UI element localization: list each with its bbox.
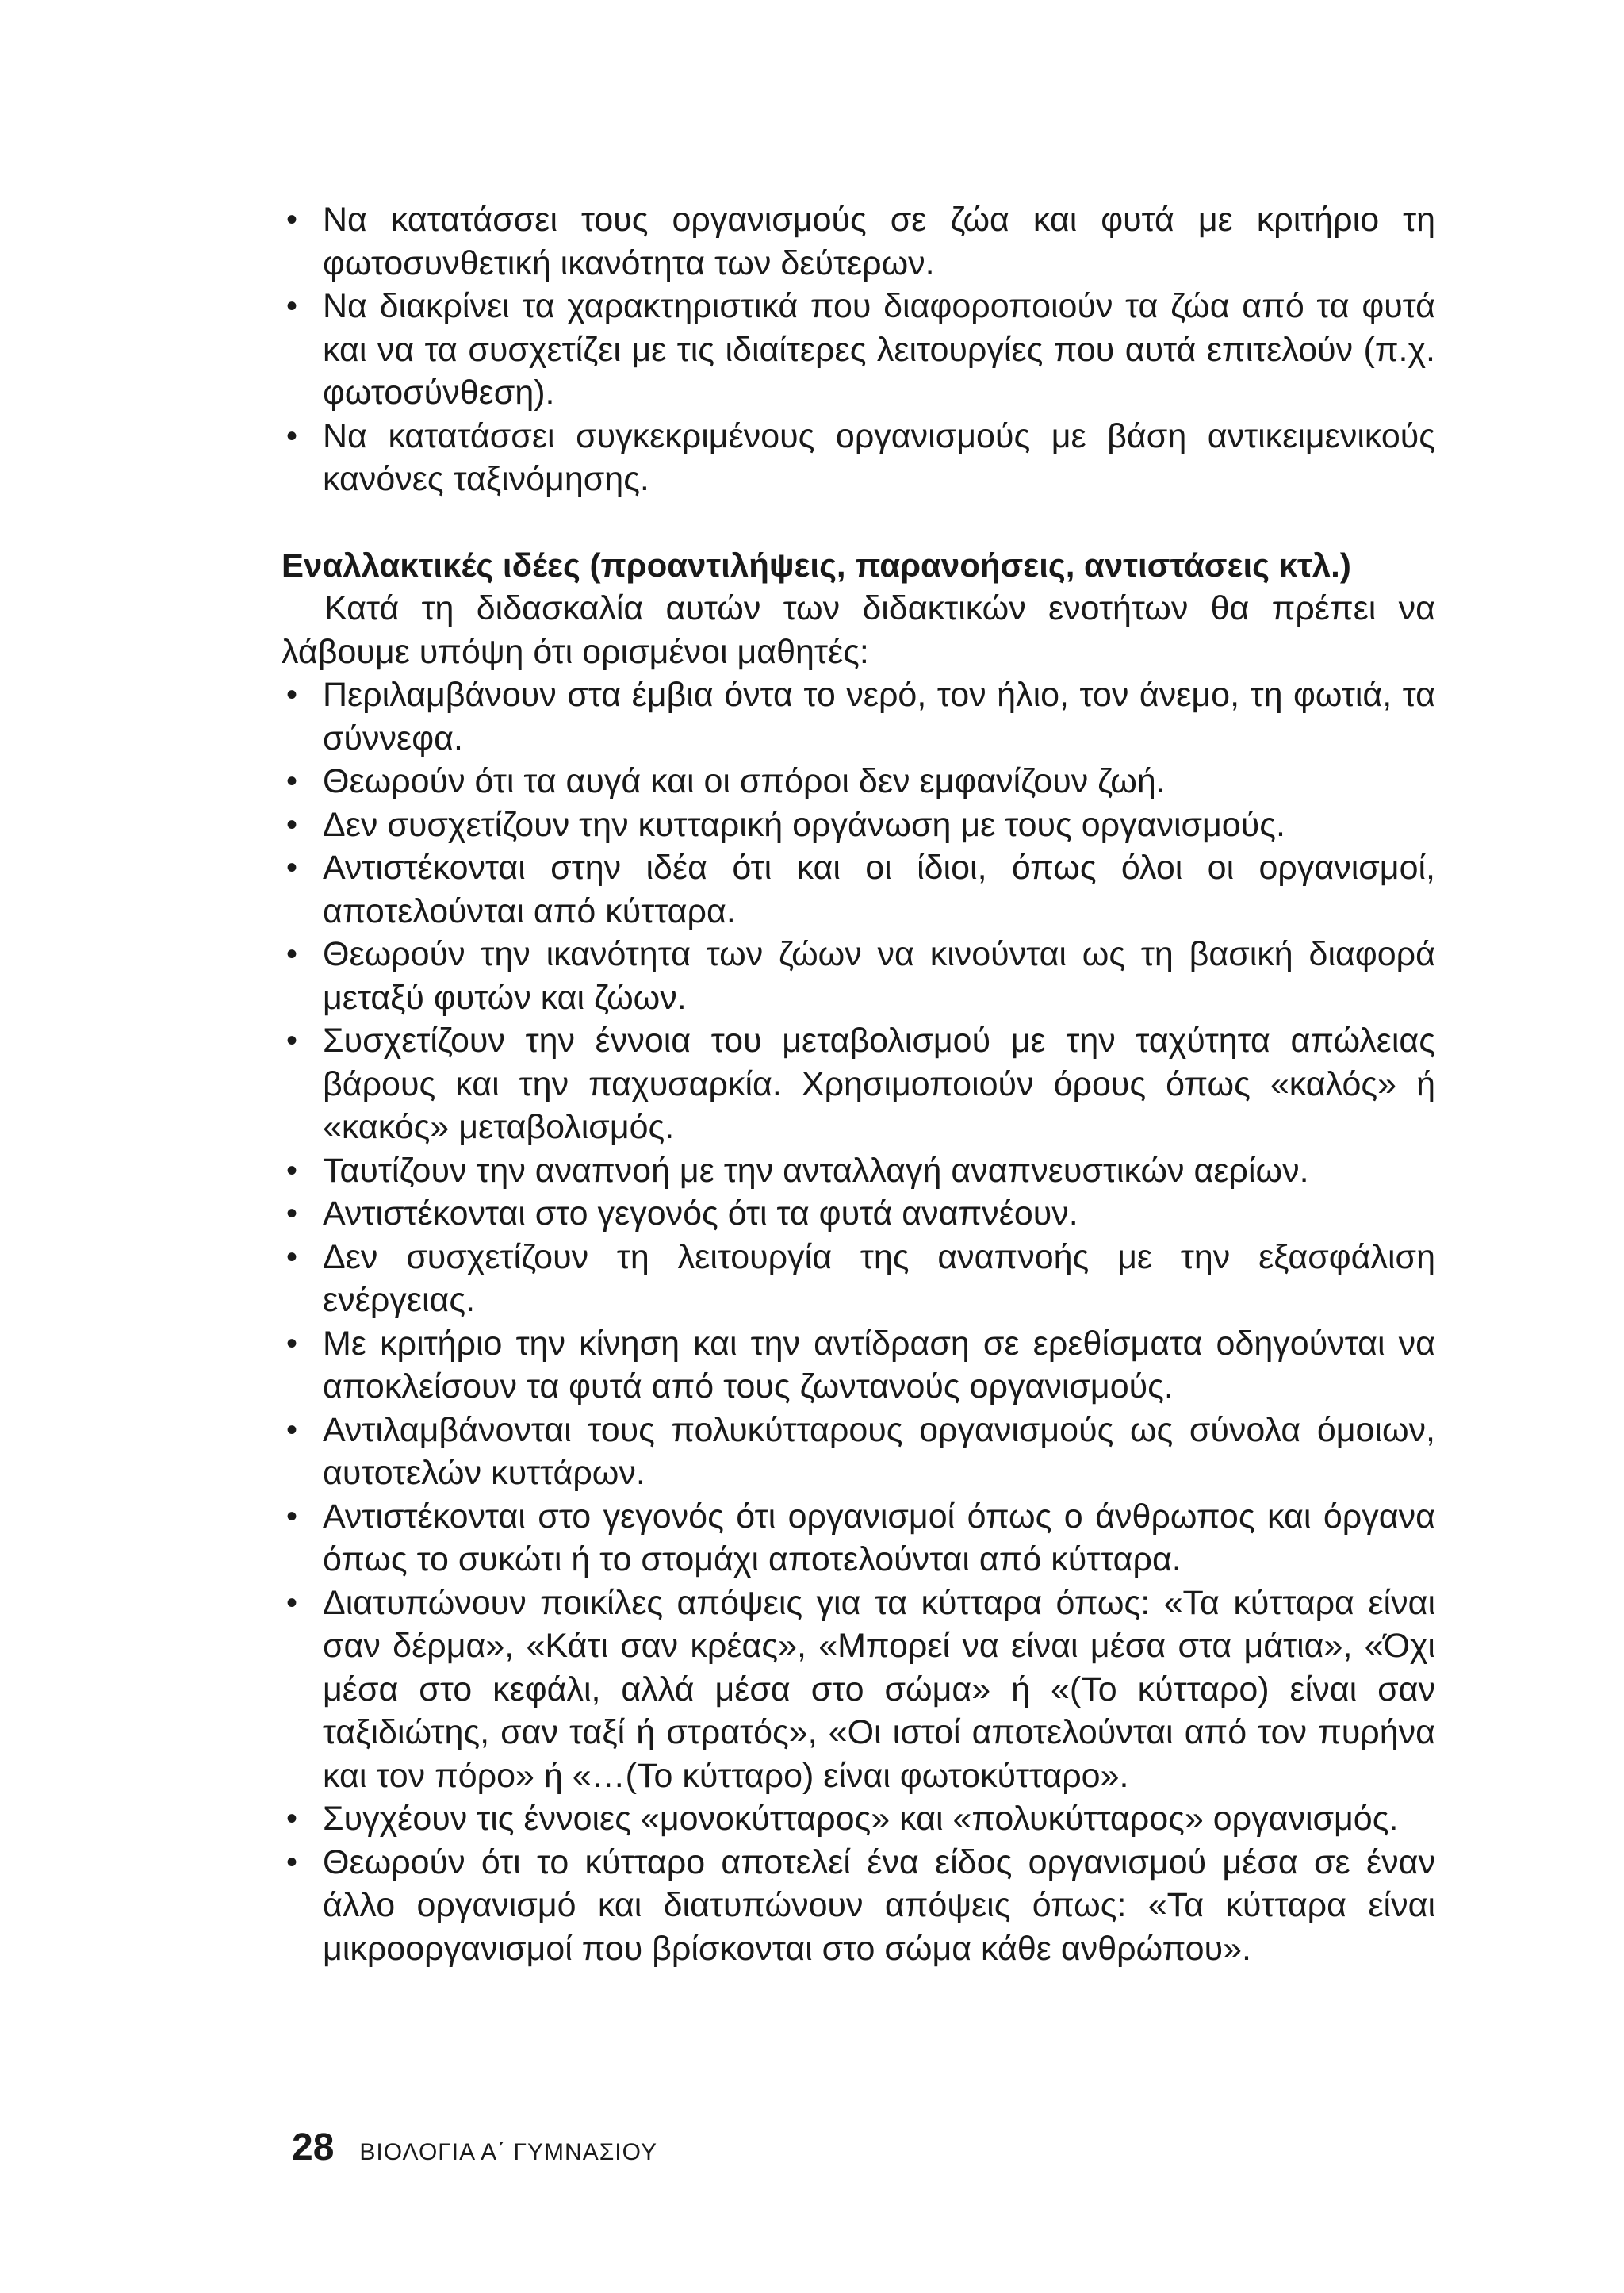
misconception-text: Διατυπώνουν ποικίλες απόψεις για τα κύτταρα όπως: «Τα κύτταρα είναι σαν δέρμα», «Κάτι σαν κρέας», «Μπορεί να είναι μέσα στα μάτια», «Όχι μέσα στο κεφάλι, αλλά μέσα στο σώμα» ή «(Το κύτταρο) είναι σαν ταξιδιώτης, σαν ταξί ή στρατός», «Οι ιστοί αποτελούνται από τον πυρήνα και τον πόρο» ή «…(Το κύτταρο) είναι φωτοκύτταρο».: [323, 1583, 1435, 1795]
intro-paragraph: Κατά τη διδασκαλία αυτών των διδακτικών ενοτήτων θα πρέπει να λάβουμε υπόψη ότι ορισμένοι μαθητές:: [282, 589, 1435, 671]
misconception-text: Δεν συσχετίζουν την κυτταρική οργάνωση με τους οργανισμούς.: [323, 805, 1285, 844]
objective-text: Να κατατάσσει τους οργανισμούς σε ζώα και φυτά με κριτήριο τη φωτοσυνθετική ικανότητα των δεύτερων.: [323, 201, 1435, 282]
misconception-text: Συσχετίζουν την έννοια του μεταβολισμού με την ταχύτητα απώλειας βάρους και την παχυσαρκία. Χρησιμοποιούν όρους όπως «καλός» ή «κακός» μεταβολισμός.: [323, 1022, 1435, 1146]
bullet-icon: •: [286, 937, 298, 972]
page-number: 28: [292, 2126, 335, 2168]
list-item: [282, 1495, 1435, 1582]
misconception-text: Αντιλαμβάνονται τους πολυκύτταρους οργανισμούς ως σύνολα όμοιων, αυτοτελών κυττάρων.: [323, 1410, 1435, 1492]
objective-text: Να κατατάσσει συγκεκριμένους οργανισμούς με βάση αντικειμενικούς κανόνες ταξινόμησης.: [323, 416, 1435, 498]
misconception-text: Αντιστέκονται στην ιδέα ότι και οι ίδιοι, όπως όλοι οι οργανισμοί, αποτελούνται από κύτταρα.: [323, 849, 1435, 930]
page-footer: [292, 2126, 657, 2169]
list-item: [282, 1841, 1435, 1971]
list-item: [282, 1192, 1435, 1236]
bullet-icon: •: [286, 1239, 298, 1275]
list-item: [282, 285, 1435, 415]
bullet-icon: •: [286, 677, 298, 712]
bullet-icon: •: [286, 850, 298, 885]
list-item: [282, 1322, 1435, 1409]
misconception-text: Περιλαμβάνουν στα έμβια όντα το νερό, τον ήλιο, τον άνεμο, τη φωτιά, τα σύννεφα.: [323, 676, 1435, 757]
misconception-text: Θεωρούν ότι το κύτταρο αποτελεί ένα είδος οργανισμού μέσα σε έναν άλλο οργανισμό και διατυπώνουν απόψεις όπως: «Τα κύτταρα είναι μικροοργανισμοί που βρίσκονται στο σώμα κάθε ανθρώπου».: [323, 1842, 1435, 1968]
list-item: [282, 803, 1435, 847]
bullet-icon: •: [286, 202, 298, 237]
list-item: [282, 933, 1435, 1019]
bullet-icon: •: [286, 1844, 298, 1880]
list-item: [282, 415, 1435, 501]
bullet-icon: •: [286, 289, 298, 324]
bullet-icon: •: [286, 1023, 298, 1058]
bullet-icon: •: [286, 418, 298, 454]
list-item: [282, 846, 1435, 933]
misconception-text: Συγχέουν τις έννοιες «μονοκύτταρος» και «πολυκύτταρος» οργανισμός.: [323, 1800, 1399, 1838]
misconception-text: Αντιστέκονται στο γεγονός ότι τα φυτά αναπνέουν.: [323, 1194, 1078, 1233]
misconception-text: Ταυτίζουν την αναπνοή με την ανταλλαγή αναπνευστικών αερίων.: [323, 1151, 1309, 1190]
bullet-icon: •: [286, 1152, 298, 1188]
bullet-icon: •: [286, 1585, 298, 1620]
misconception-text: Αντιστέκονται στο γεγονός ότι οργανισμοί όπως ο άνθρωπος και όργανα όπως το συκώτι ή το στομάχι αποτελούνται από κύτταρα.: [323, 1497, 1435, 1578]
list-item: [282, 1797, 1435, 1841]
list-item: [282, 1236, 1435, 1322]
list-item: [282, 198, 1435, 285]
list-item: [282, 673, 1435, 760]
objective-text: Να διακρίνει τα χαρακτηριστικά που διαφοροποιούν τα ζώα από τα φυτά και να τα συσχετίζει με τις ιδιαίτερες λειτουργίες που αυτά επιτελούν (π.χ. φωτοσύνθεση).: [323, 287, 1435, 412]
section-heading: Εναλλακτικές ιδέες (προαντιλήψεις, παρανοήσεις, αντιστάσεις κτλ.): [282, 546, 1351, 584]
page-content: [282, 198, 1435, 1970]
bullet-icon: •: [286, 1325, 298, 1361]
bullet-icon: •: [286, 807, 298, 842]
misconception-text: Δεν συσχετίζουν τη λειτουργία της αναπνοής με την εξασφάλιση ενέργειας.: [323, 1237, 1435, 1319]
bullet-icon: •: [286, 764, 298, 799]
misconception-text: Θεωρούν ότι τα αυγά και οι σπόροι δεν εμφανίζουν ζωή.: [323, 762, 1166, 800]
misconception-text: Θεωρούν την ικανότητα των ζώων να κινούνται ως τη βασική διαφορά μεταξύ φυτών και ζώων.: [323, 935, 1435, 1017]
list-item: [282, 1149, 1435, 1193]
misconception-text: Με κριτήριο την κίνηση και την αντίδραση σε ερεθίσματα οδηγούνται να αποκλείσουν τα φυτά από τους ζωντανούς οργανισμούς.: [323, 1324, 1435, 1405]
book-title: ΒΙΟΛΟΓΙΑ Α΄ ΓΥΜΝΑΣΙΟΥ: [359, 2139, 657, 2165]
misconceptions-list: [282, 673, 1435, 1970]
bullet-icon: •: [286, 1196, 298, 1231]
list-item: [282, 1409, 1435, 1495]
list-item: [282, 1019, 1435, 1149]
bullet-icon: •: [286, 1498, 298, 1534]
objectives-list: [282, 198, 1435, 501]
bullet-icon: •: [286, 1801, 298, 1836]
list-item: [282, 1582, 1435, 1798]
bullet-icon: •: [286, 1412, 298, 1448]
list-item: [282, 760, 1435, 803]
